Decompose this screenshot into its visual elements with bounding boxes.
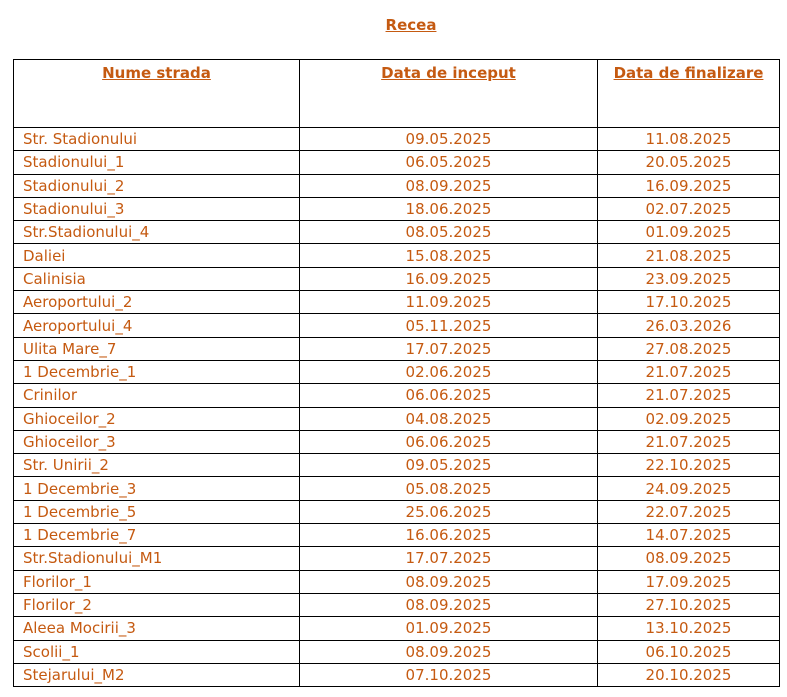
table-row bbox=[14, 454, 780, 477]
end-date-cell: 02.09.2025 bbox=[598, 407, 780, 430]
start-date-cell: 08.05.2025 bbox=[300, 221, 598, 244]
end-date-cell: 06.10.2025 bbox=[598, 640, 780, 663]
table-row bbox=[14, 524, 780, 547]
end-date-cell: 24.09.2025 bbox=[598, 477, 780, 500]
end-date-cell: 21.07.2025 bbox=[598, 384, 780, 407]
table-row bbox=[14, 407, 780, 430]
start-date-cell: 06.05.2025 bbox=[300, 151, 598, 174]
start-date-cell: 09.05.2025 bbox=[300, 128, 598, 151]
start-date-cell: 02.06.2025 bbox=[300, 360, 598, 383]
start-date-cell: 11.09.2025 bbox=[300, 291, 598, 314]
end-date-cell: 22.07.2025 bbox=[598, 500, 780, 523]
end-date-cell: 13.10.2025 bbox=[598, 617, 780, 640]
start-date-cell: 05.11.2025 bbox=[300, 314, 598, 337]
end-date-cell: 26.03.2026 bbox=[598, 314, 780, 337]
table-row bbox=[14, 151, 780, 174]
street-name-cell: 1 Decembrie_5 bbox=[14, 500, 300, 523]
table-row bbox=[14, 547, 780, 570]
street-name-cell: Ghioceilor_2 bbox=[14, 407, 300, 430]
table-row bbox=[14, 570, 780, 593]
end-date-cell: 21.07.2025 bbox=[598, 360, 780, 383]
street-name-cell: Str.Stadionului_4 bbox=[14, 221, 300, 244]
start-date-cell: 17.07.2025 bbox=[300, 337, 598, 360]
street-name-cell: Florilor_2 bbox=[14, 593, 300, 616]
street-name-cell: 1 Decembrie_1 bbox=[14, 360, 300, 383]
street-name-cell: Aeroportului_4 bbox=[14, 314, 300, 337]
table-row bbox=[14, 640, 780, 663]
table-row bbox=[14, 174, 780, 197]
street-name-cell: Stadionului_3 bbox=[14, 197, 300, 220]
start-date-cell: 08.09.2025 bbox=[300, 593, 598, 616]
table-row bbox=[14, 291, 780, 314]
street-name-cell: Str.Stadionului_M1 bbox=[14, 547, 300, 570]
end-date-cell: 27.08.2025 bbox=[598, 337, 780, 360]
table-row bbox=[14, 430, 780, 453]
street-name-cell: 1 Decembrie_3 bbox=[14, 477, 300, 500]
header-start-date: Data de inceput bbox=[300, 60, 598, 128]
start-date-cell: 08.09.2025 bbox=[300, 570, 598, 593]
street-name-cell: Str. Stadionului bbox=[14, 128, 300, 151]
end-date-cell: 21.07.2025 bbox=[598, 430, 780, 453]
end-date-cell: 27.10.2025 bbox=[598, 593, 780, 616]
table-row bbox=[14, 244, 780, 267]
street-name-cell: Stadionului_2 bbox=[14, 174, 300, 197]
end-date-cell: 02.07.2025 bbox=[598, 197, 780, 220]
street-name-cell: Str. Unirii_2 bbox=[14, 454, 300, 477]
start-date-cell: 18.06.2025 bbox=[300, 197, 598, 220]
table-row bbox=[14, 314, 780, 337]
end-date-cell: 17.10.2025 bbox=[598, 291, 780, 314]
table-body bbox=[14, 128, 780, 687]
table-row bbox=[14, 267, 780, 290]
start-date-cell: 25.06.2025 bbox=[300, 500, 598, 523]
start-date-cell: 07.10.2025 bbox=[300, 663, 598, 686]
street-name-cell: 1 Decembrie_7 bbox=[14, 524, 300, 547]
end-date-cell: 21.08.2025 bbox=[598, 244, 780, 267]
end-date-cell: 23.09.2025 bbox=[598, 267, 780, 290]
header-end-date: Data de finalizare bbox=[598, 60, 780, 128]
start-date-cell: 05.08.2025 bbox=[300, 477, 598, 500]
end-date-cell: 08.09.2025 bbox=[598, 547, 780, 570]
start-date-cell: 16.06.2025 bbox=[300, 524, 598, 547]
street-name-cell: Florilor_1 bbox=[14, 570, 300, 593]
start-date-cell: 06.06.2025 bbox=[300, 430, 598, 453]
table-row bbox=[14, 128, 780, 151]
table-row bbox=[14, 663, 780, 686]
end-date-cell: 11.08.2025 bbox=[598, 128, 780, 151]
street-name-cell: Aleea Mocirii_3 bbox=[14, 617, 300, 640]
page-title: Recea bbox=[385, 16, 437, 34]
header-row bbox=[14, 60, 780, 128]
start-date-cell: 01.09.2025 bbox=[300, 617, 598, 640]
street-name-cell: Stadionului_1 bbox=[14, 151, 300, 174]
street-name-cell: Crinilor bbox=[14, 384, 300, 407]
table-row bbox=[14, 337, 780, 360]
street-name-cell: Scolii_1 bbox=[14, 640, 300, 663]
street-name-cell: Ulita Mare_7 bbox=[14, 337, 300, 360]
end-date-cell: 22.10.2025 bbox=[598, 454, 780, 477]
start-date-cell: 06.06.2025 bbox=[300, 384, 598, 407]
street-name-cell: Stejarului_M2 bbox=[14, 663, 300, 686]
table-row bbox=[14, 593, 780, 616]
end-date-cell: 01.09.2025 bbox=[598, 221, 780, 244]
table-row bbox=[14, 500, 780, 523]
street-name-cell: Ghioceilor_3 bbox=[14, 430, 300, 453]
end-date-cell: 17.09.2025 bbox=[598, 570, 780, 593]
start-date-cell: 15.08.2025 bbox=[300, 244, 598, 267]
header-street-name: Nume strada bbox=[14, 60, 300, 128]
street-name-cell: Calinisia bbox=[14, 267, 300, 290]
street-name-cell: Daliei bbox=[14, 244, 300, 267]
start-date-cell: 04.08.2025 bbox=[300, 407, 598, 430]
end-date-cell: 14.07.2025 bbox=[598, 524, 780, 547]
streets-table bbox=[13, 59, 780, 687]
start-date-cell: 09.05.2025 bbox=[300, 454, 598, 477]
end-date-cell: 16.09.2025 bbox=[598, 174, 780, 197]
street-name-cell: Aeroportului_2 bbox=[14, 291, 300, 314]
table-row bbox=[14, 360, 780, 383]
table-row bbox=[14, 197, 780, 220]
end-date-cell: 20.10.2025 bbox=[598, 663, 780, 686]
start-date-cell: 08.09.2025 bbox=[300, 640, 598, 663]
start-date-cell: 08.09.2025 bbox=[300, 174, 598, 197]
start-date-cell: 16.09.2025 bbox=[300, 267, 598, 290]
table-row bbox=[14, 477, 780, 500]
start-date-cell: 17.07.2025 bbox=[300, 547, 598, 570]
table-row bbox=[14, 617, 780, 640]
table-row bbox=[14, 221, 780, 244]
end-date-cell: 20.05.2025 bbox=[598, 151, 780, 174]
table-row bbox=[14, 384, 780, 407]
